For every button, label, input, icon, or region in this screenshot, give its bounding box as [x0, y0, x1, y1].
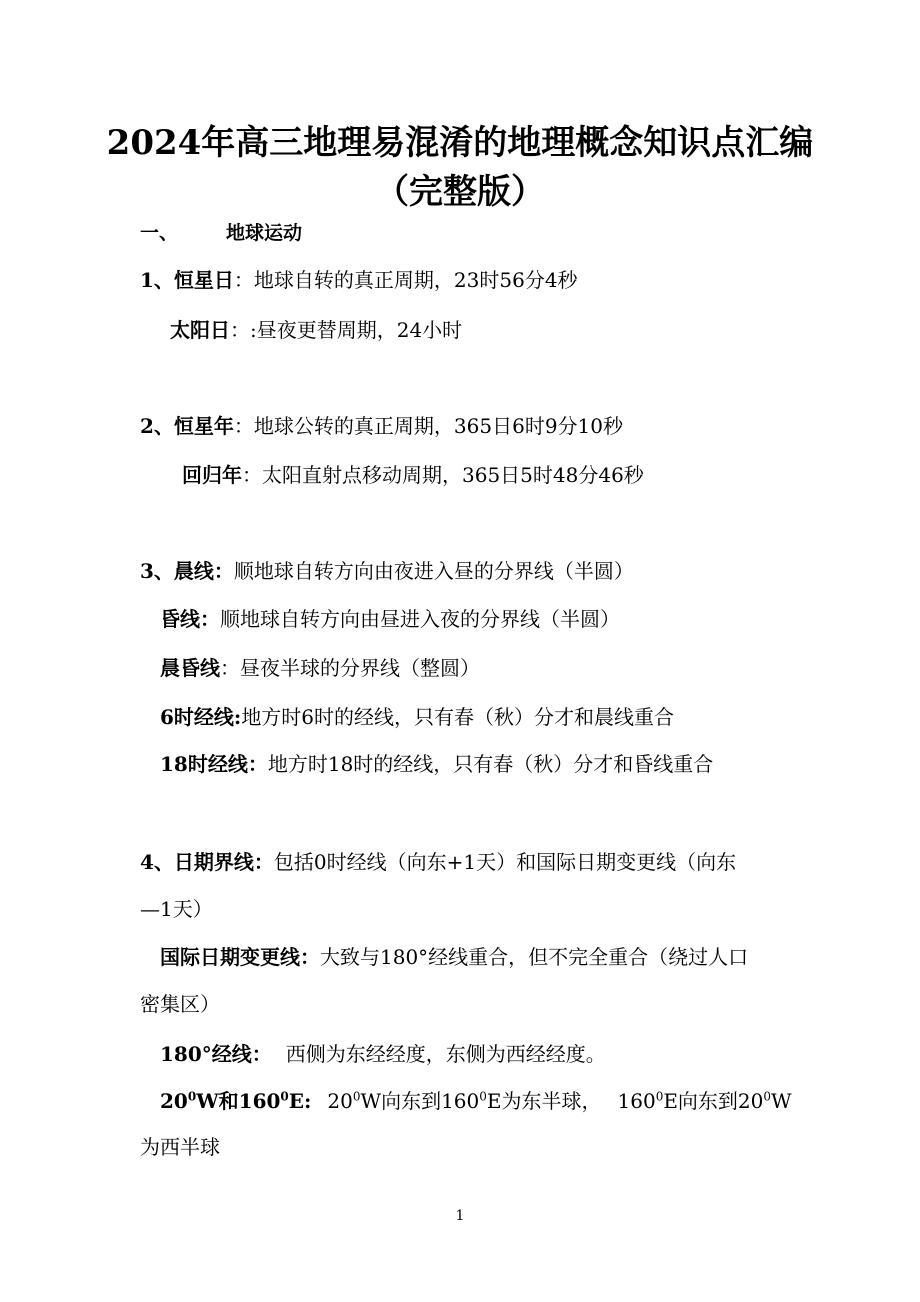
definition: ：地球自转的真正周期，23时56分4秒 [233, 268, 578, 292]
degree-sup: 0 [352, 1089, 361, 1104]
item-international-date-line [160, 943, 748, 971]
def-part: W [771, 1089, 792, 1113]
degree-sup: 0 [280, 1089, 289, 1104]
definition: ：:昼夜更替周期，24小时 [230, 318, 463, 342]
section-title: 地球运动 [226, 222, 303, 244]
item-6h-meridian [160, 703, 674, 731]
term: 晨昏线 [160, 656, 220, 680]
section-heading [140, 218, 302, 245]
term: 昏线： [160, 607, 220, 631]
item-date-line-cont: —1天） [140, 897, 213, 921]
definition: 顺地球自转方向由夜进入昼的分界线（半圆） [233, 559, 634, 583]
definition [327, 1089, 791, 1113]
page-number: 1 [455, 1208, 465, 1224]
term: 180°经线： [160, 1042, 272, 1066]
definition: 地方时6时的经线，只有春（秋）分才和晨线重合 [241, 705, 675, 729]
item-180-meridian [160, 1040, 606, 1068]
term: 18时经线： [160, 752, 268, 776]
definition: 地方时18时的经线，只有春（秋）分才和昏线重合 [267, 752, 714, 776]
section-number: 一、 [140, 222, 179, 244]
item-dusk-line [160, 605, 620, 633]
item-sidereal-year [140, 412, 623, 440]
item-international-date-line-cont: 密集区） [140, 992, 220, 1016]
def-part: 160 [617, 1089, 656, 1113]
term: 回归年 [182, 463, 242, 487]
definition: ：昼夜半球的分界线（整圆） [220, 656, 480, 680]
definition: ：地球公转的真正周期，365日6时9分10秒 [233, 414, 623, 438]
term: 国际日期变更线： [160, 945, 320, 969]
term: 2、恒星年 [140, 414, 234, 438]
degree-sup: 0 [655, 1089, 664, 1104]
term-part: W和160 [196, 1089, 281, 1113]
term: 4、日期界线： [140, 850, 274, 874]
definition: 包括0时经线（向东+1天）和国际日期变更线（向东 [273, 850, 737, 874]
degree-sup: 0 [763, 1089, 772, 1104]
term: 太阳日 [170, 318, 230, 342]
item-date-line [140, 848, 736, 876]
term-part: 20 [160, 1089, 188, 1113]
item-terminator [160, 654, 480, 682]
definition: 大致与180°经线重合，但不完全重合（绕过人口 [320, 945, 749, 969]
term: 6时经线: [160, 705, 242, 729]
degree-sup: 0 [187, 1089, 197, 1104]
item-sidereal-day [140, 266, 578, 294]
item-tropical-year [182, 461, 644, 489]
term-part: E: [288, 1089, 312, 1113]
term [160, 1089, 311, 1113]
item-dawn-line [140, 557, 634, 585]
term: 1、恒星日 [140, 268, 234, 292]
def-part: 20 [327, 1089, 353, 1113]
definition: 顺地球自转方向由昼进入夜的分界线（半圆） [220, 607, 620, 631]
item-solar-day [170, 316, 462, 344]
document-title-line2: （完整版） [375, 172, 545, 212]
def-part: W向东到160 [360, 1089, 480, 1113]
def-part: E向东到20 [663, 1089, 764, 1113]
definition: 西侧为东经经度，东侧为西经经度。 [285, 1042, 606, 1066]
degree-sup: 0 [479, 1089, 487, 1104]
definition: ：太阳直射点移动周期，365日5时48分46秒 [242, 463, 644, 487]
item-18h-meridian [160, 750, 713, 778]
term: 3、晨线： [140, 559, 234, 583]
document-title-line1: 2024年高三地理易混淆的地理概念知识点汇编 [106, 123, 814, 163]
item-hemisphere-boundary [160, 1087, 792, 1115]
item-hemisphere-boundary-cont: 为西半球 [140, 1135, 220, 1159]
def-part: E为东半球， [486, 1089, 602, 1113]
